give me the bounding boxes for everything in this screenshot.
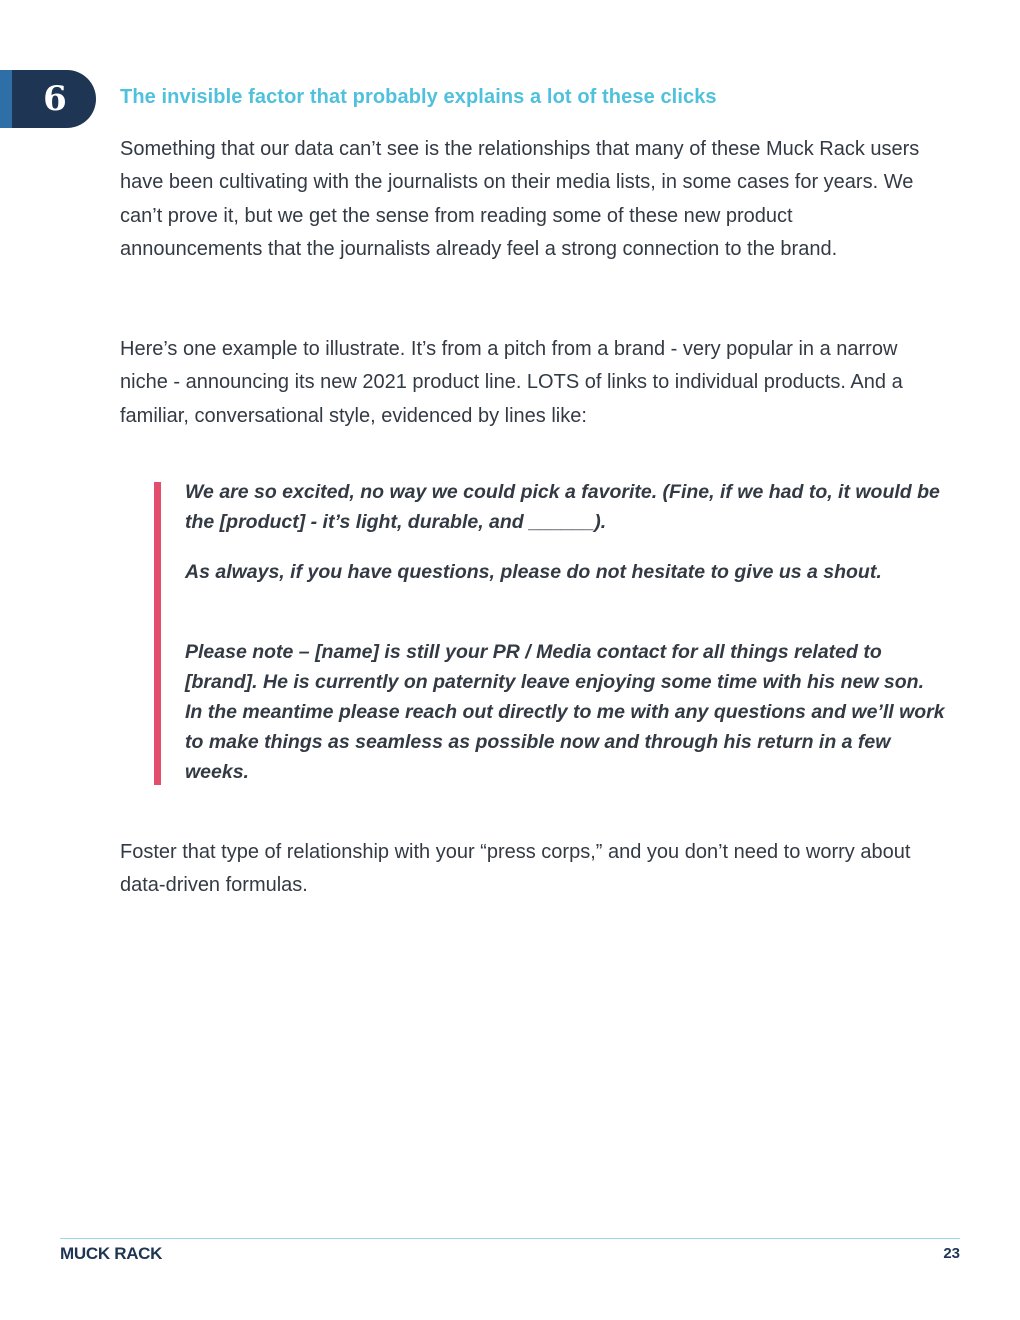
section-number-accent: [0, 70, 12, 128]
body-paragraph-1: Something that our data can’t see is the relationships that many of these Muck Rack users have been cultivating with the journalists on their media lists, in some cases for years. We can’t prove it, but we get the sense from reading some of these new product announcements that the journalists already feel a strong connection to the brand.: [120, 138, 920, 260]
section-number: 6: [43, 79, 67, 119]
footer-divider: [60, 1238, 960, 1239]
quote-line-1: We are so excited, no way we could pick a favorite. (Fine, if we had to, it would be the [product] - it’s light, durable, and ______).: [185, 481, 940, 533]
quote-line-3: Please note – [name] is still your PR / Media contact for all things related to [brand]. He is currently on paternity leave enjoying some time with his new son. In the meantime please reach out directly to me with any questions and we’ll work to make things as seamless as possible now and through his return in a few weeks.: [185, 641, 945, 783]
body-paragraph-2: Here’s one example to illustrate. It’s from a pitch from a brand - very popular in a narrow niche - announcing its new 2021 product line. LOTS of links to individual products. And a familiar, conversational style, evidenced by lines like:: [120, 338, 903, 427]
quote-line-2: As always, if you have questions, please do not hesitate to give us a shout.: [185, 561, 882, 583]
blockquote-bar: [154, 482, 161, 785]
body-paragraph-3: Foster that type of relationship with your “press corps,” and you don’t need to worry about data-driven formulas.: [120, 841, 911, 897]
section-heading: The invisible factor that probably explains a lot of these clicks: [120, 86, 717, 108]
page-number: 23: [943, 1245, 960, 1262]
muck-rack-logo: MUCK RACK: [60, 1244, 163, 1263]
